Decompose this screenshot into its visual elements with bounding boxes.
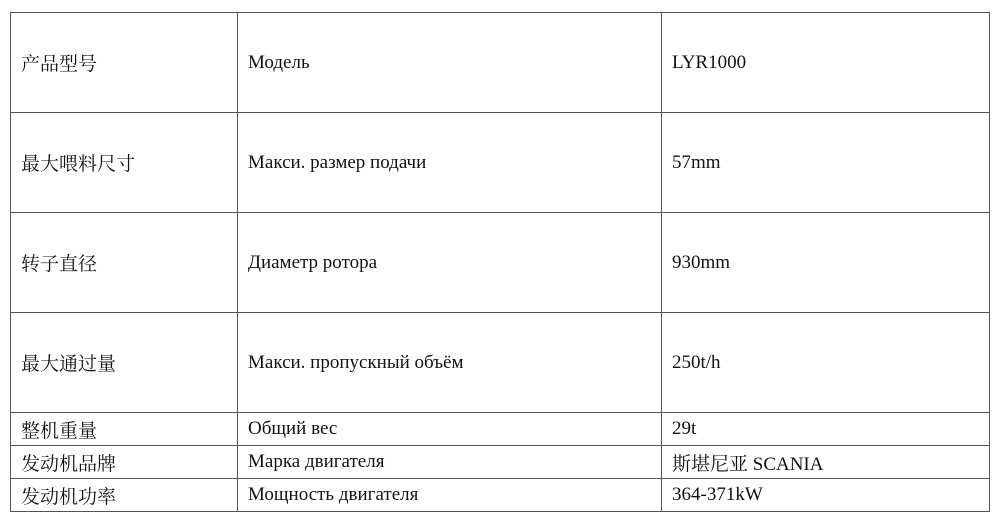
table-row bbox=[11, 313, 990, 413]
param-value: 364-371kW bbox=[662, 479, 990, 512]
param-name-zh: 发动机品牌 bbox=[11, 446, 238, 479]
param-value: LYR1000 bbox=[662, 13, 990, 113]
param-name-ru: Диаметр ротора bbox=[238, 213, 662, 313]
table-row bbox=[11, 113, 990, 213]
param-name-ru: Мощность двигателя bbox=[238, 479, 662, 512]
param-name-ru: Модель bbox=[238, 13, 662, 113]
param-name-zh: 整机重量 bbox=[11, 413, 238, 446]
table-row bbox=[11, 13, 990, 113]
param-name-ru: Марка двигателя bbox=[238, 446, 662, 479]
param-value: 250t/h bbox=[662, 313, 990, 413]
table-row bbox=[11, 446, 990, 479]
param-value: 29t bbox=[662, 413, 990, 446]
param-name-zh: 转子直径 bbox=[11, 213, 238, 313]
spec-table bbox=[10, 12, 990, 512]
param-value: 57mm bbox=[662, 113, 990, 213]
table-row bbox=[11, 413, 990, 446]
param-value: 930mm bbox=[662, 213, 990, 313]
table-row bbox=[11, 479, 990, 512]
param-name-ru: Макси. размер подачи bbox=[238, 113, 662, 213]
param-name-zh: 最大喂料尺寸 bbox=[11, 113, 238, 213]
param-name-ru: Макси. пропускный объём bbox=[238, 313, 662, 413]
param-name-zh: 最大通过量 bbox=[11, 313, 238, 413]
param-name-zh: 发动机功率 bbox=[11, 479, 238, 512]
param-name-zh: 产品型号 bbox=[11, 13, 238, 113]
param-name-ru: Общий вес bbox=[238, 413, 662, 446]
param-value: 斯堪尼亚 SCANIA bbox=[662, 446, 990, 479]
table-row bbox=[11, 213, 990, 313]
